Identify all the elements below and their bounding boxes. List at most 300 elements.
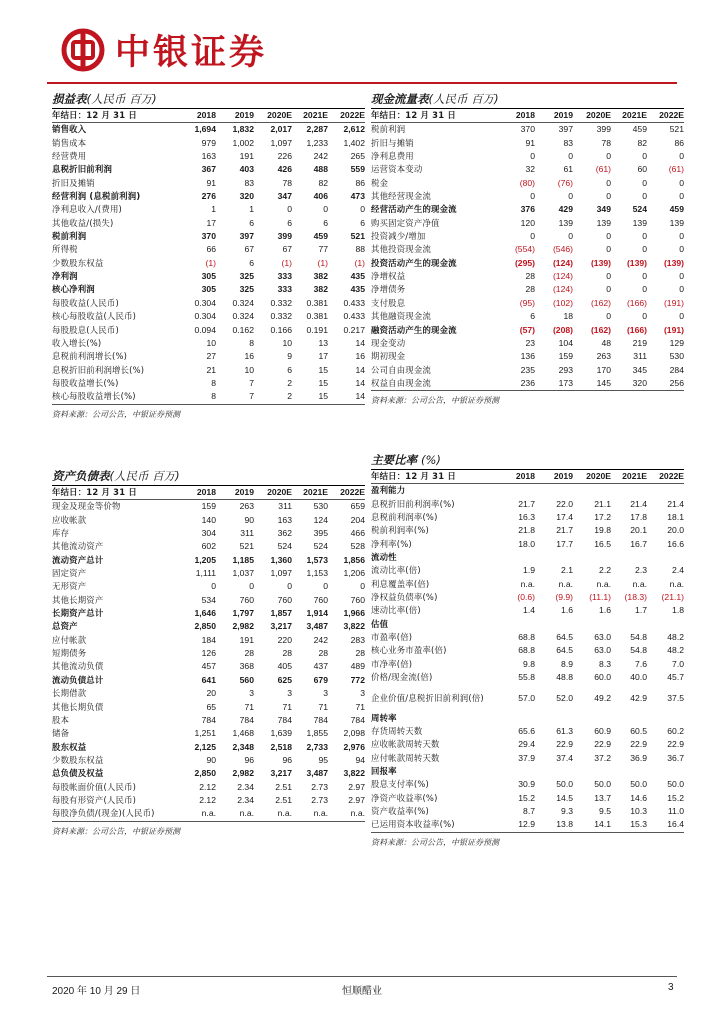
table-cell: 399 <box>596 124 611 135</box>
table-cell: 0.332 <box>270 311 292 322</box>
row-label: 股本 <box>52 714 70 725</box>
table-cell: 1,111 <box>195 568 216 579</box>
row-label: 税前利润 <box>52 231 87 242</box>
table-cell: 48.2 <box>667 645 684 656</box>
table-cell: 559 <box>350 164 365 175</box>
table-cell: 0 <box>642 271 647 282</box>
table-cell <box>503 712 535 725</box>
row-label: 息税折旧前利润率(%) <box>371 498 455 509</box>
table-cell: 1,857 <box>270 608 292 619</box>
table-cell: 0 <box>642 191 647 202</box>
table-row <box>52 580 365 593</box>
table-cell: 2,850 <box>194 621 216 632</box>
table-cell <box>611 618 647 631</box>
table-cell: 2 <box>254 390 292 404</box>
table-cell: 1.8 <box>672 605 684 616</box>
table-cell: 1,832 <box>232 124 254 135</box>
table-cell: 524 <box>632 204 647 215</box>
table-cell: n.a. <box>558 578 573 589</box>
table-cell: 0.217 <box>343 324 365 335</box>
table-cell: 0 <box>606 271 611 282</box>
table-row <box>371 310 684 323</box>
table-cell: 0 <box>287 204 292 215</box>
row-label: 核心每股收益增长(%) <box>52 390 184 404</box>
row-label: 股东权益 <box>52 741 87 752</box>
table-cell: 376 <box>520 204 535 215</box>
table-row <box>371 618 684 631</box>
table-cell: 0 <box>642 231 647 242</box>
table-cell <box>503 551 535 564</box>
table-row <box>52 714 365 727</box>
row-label: 少数股东权益 <box>52 754 104 765</box>
table-cell: 1 <box>211 204 216 215</box>
row-label: 无形资产 <box>52 581 87 592</box>
table-cell: (295) <box>514 257 535 268</box>
table-cell: 120 <box>520 217 535 228</box>
table-row <box>52 527 365 540</box>
row-label: 速动比率(倍) <box>371 605 421 616</box>
table-cell: 163 <box>277 514 292 525</box>
table-cell: 16 <box>355 351 365 362</box>
table-cell: 28 <box>525 284 535 295</box>
table-cell: 1,233 <box>306 137 328 148</box>
table-cell: 2.51 <box>275 781 292 792</box>
table-cell: 18.1 <box>667 512 684 523</box>
table-cell: 333 <box>277 271 292 282</box>
table-cell: 1,002 <box>232 137 254 148</box>
table-cell: 42.9 <box>630 692 647 703</box>
table-cell: 21.4 <box>630 498 647 509</box>
row-label: 现金及现金等价物 <box>52 501 121 512</box>
table-cell <box>611 712 647 725</box>
table-cell: 489 <box>350 661 365 672</box>
row-label: 利息覆盖率(倍) <box>371 578 430 589</box>
table-cell: 2.34 <box>237 781 254 792</box>
table-cell: 382 <box>313 271 328 282</box>
table-cell: 320 <box>239 191 254 202</box>
table-cell <box>573 712 611 725</box>
table-cell: 1,360 <box>270 554 292 565</box>
table-cell: 88 <box>355 244 365 255</box>
row-label: 收入增长(%) <box>52 337 102 348</box>
table-cell: 50.0 <box>630 779 647 790</box>
table-cell: (61) <box>595 164 611 175</box>
table-row <box>52 177 365 190</box>
ratios-grid <box>371 470 684 833</box>
table-cell: 265 <box>350 151 365 162</box>
table-cell: 48.8 <box>556 672 573 683</box>
row-label: 折旧与摊销 <box>371 137 414 148</box>
table-cell: 1,468 <box>232 728 254 739</box>
column-header-year: 2020E <box>254 486 292 500</box>
table-cell: (11.1) <box>589 592 611 603</box>
table-row <box>52 203 365 216</box>
row-label: 投资活动产生的现金流 <box>371 257 457 268</box>
table-cell: 0 <box>606 231 611 242</box>
table-cell: (166) <box>626 297 647 308</box>
table-cell: 0 <box>606 311 611 322</box>
column-header-label: 年结日：12 月 31 日 <box>52 486 184 500</box>
table-row <box>371 511 684 524</box>
table-cell: 370 <box>201 231 216 242</box>
table-cell: 3,217 <box>270 621 292 632</box>
table-cell: 91 <box>525 137 535 148</box>
table-cell: 0 <box>679 231 684 242</box>
table-cell: 305 <box>201 271 216 282</box>
table-cell: 293 <box>558 364 573 375</box>
row-label: 应收帐款周转天数 <box>371 739 440 750</box>
row-label: 税前利润 <box>371 124 406 135</box>
table-cell: (1) <box>281 257 292 268</box>
table-cell: 362 <box>277 528 292 539</box>
table-cell: 2,348 <box>232 741 254 752</box>
table-row <box>52 674 365 687</box>
table-cell: 256 <box>647 377 684 391</box>
row-label: 每股股息(人民币) <box>52 324 119 335</box>
table-cell: 524 <box>277 541 292 552</box>
table-cell: 0 <box>679 191 684 202</box>
table-cell <box>535 712 573 725</box>
table-cell: (124) <box>552 271 573 282</box>
table-cell: 397 <box>558 124 573 135</box>
table-cell: 16 <box>244 351 254 362</box>
table-cell: 37.9 <box>518 752 535 763</box>
table-cell: 22.9 <box>556 739 573 750</box>
table-cell: 71 <box>282 701 292 712</box>
table-cell: 55.8 <box>518 672 535 683</box>
table-cell: 60 <box>637 164 647 175</box>
table-cell: 2,287 <box>306 124 328 135</box>
table-row <box>52 163 365 176</box>
table-cell: 14 <box>355 337 365 348</box>
table-row <box>52 594 365 607</box>
table-cell: 370 <box>520 124 535 135</box>
table-cell: 488 <box>313 164 328 175</box>
row-label: 每股净负债/(现金)(人民币) <box>52 807 184 821</box>
row-label: 其他流动资产 <box>52 541 104 552</box>
table-row <box>371 538 684 551</box>
table-cell <box>503 618 535 631</box>
table-row <box>52 701 365 714</box>
table-cell: 0.381 <box>306 311 328 322</box>
table-row <box>52 781 365 794</box>
row-label: 公司自由现金流 <box>371 364 432 375</box>
table-cell: 6 <box>249 217 254 228</box>
row-label: 其他流动负债 <box>52 661 104 672</box>
table-cell: 1,966 <box>343 608 365 619</box>
table-cell: 96 <box>282 754 292 765</box>
table-cell: 139 <box>669 217 684 228</box>
table-cell: 784 <box>239 714 254 725</box>
row-label: 资产收益率(%) <box>371 805 429 816</box>
table-row <box>371 150 684 163</box>
table-cell: 66 <box>206 244 216 255</box>
table-cell: 28 <box>318 648 328 659</box>
table-cell: 60.5 <box>630 725 647 736</box>
table-cell: 524 <box>313 541 328 552</box>
row-label: 息税折旧前利润 <box>52 164 113 175</box>
row-label: 权益自由现金流 <box>371 377 503 391</box>
table-cell: 86 <box>674 137 684 148</box>
table-cell: 94 <box>355 754 365 765</box>
table-cell: 50.0 <box>594 779 611 790</box>
table-cell: 1.6 <box>561 605 573 616</box>
table-cell: 61 <box>563 164 573 175</box>
table-cell: 13 <box>318 337 328 348</box>
table-cell: 63.0 <box>594 632 611 643</box>
table-cell: 395 <box>313 528 328 539</box>
table-cell: (21.1) <box>661 592 684 603</box>
table-row <box>52 607 365 620</box>
table-cell: 659 <box>350 501 365 512</box>
row-label: 销售成本 <box>52 137 87 148</box>
table-cell: 67 <box>282 244 292 255</box>
table-cell: 14.5 <box>556 792 573 803</box>
table-cell: 96 <box>244 754 254 765</box>
row-label: 其他投资现金流 <box>371 244 432 255</box>
row-label: 每股收益(人民币) <box>52 297 119 308</box>
row-label: 购买固定资产净值 <box>371 217 440 228</box>
table-cell: 68.8 <box>518 645 535 656</box>
row-label: 核心每股收益(人民币) <box>52 311 137 322</box>
table-cell: 60.9 <box>594 725 611 736</box>
table-cell: 64.5 <box>556 645 573 656</box>
table-cell: 0.381 <box>306 297 328 308</box>
table-cell: 333 <box>277 284 292 295</box>
table-cell: 2,017 <box>270 124 292 135</box>
table-cell: 2.12 <box>199 794 216 805</box>
table-cell: 426 <box>277 164 292 175</box>
row-label: 价格/现金流(倍) <box>371 672 433 683</box>
table-row <box>52 324 365 337</box>
row-label: 长期资产总计 <box>52 608 104 619</box>
table-row <box>52 647 365 660</box>
table-cell: 36.9 <box>630 752 647 763</box>
table-row <box>371 778 684 791</box>
table-row <box>371 725 684 738</box>
table-cell: 0.324 <box>232 297 254 308</box>
table-cell: 14.1 <box>573 818 611 832</box>
table-cell: 163 <box>201 151 216 162</box>
table-row <box>371 350 684 363</box>
income-statement-table <box>52 89 365 420</box>
table-cell: 20 <box>206 688 216 699</box>
table-row <box>52 660 365 673</box>
table-cell: 0 <box>360 204 365 215</box>
table-row <box>52 634 365 647</box>
table-cell: 61.3 <box>556 725 573 736</box>
table-cell <box>535 618 573 631</box>
table-cell: 2,976 <box>343 741 365 752</box>
row-label: 每股帐面价值(人民币) <box>52 781 137 792</box>
table-row <box>52 270 365 283</box>
table-cell: 283 <box>350 634 365 645</box>
table-cell: 320 <box>611 377 647 391</box>
table-cell: 20.1 <box>630 525 647 536</box>
column-header-year: 2022E <box>647 470 684 484</box>
table-cell: 284 <box>669 364 684 375</box>
table-cell: 325 <box>239 284 254 295</box>
table-cell: 65 <box>206 701 216 712</box>
row-label: 投资减少/增加 <box>371 231 426 242</box>
table-cell: 36.7 <box>667 752 684 763</box>
table-row <box>371 257 684 270</box>
table-header-row <box>52 109 365 123</box>
balance-source: 资料来源：公司公告，中银证券预测 <box>52 826 180 836</box>
table-cell: 17 <box>318 351 328 362</box>
table-cell: 71 <box>318 701 328 712</box>
table-cell: (1) <box>354 257 365 268</box>
table-cell: 28 <box>282 648 292 659</box>
table-cell: 48.2 <box>667 632 684 643</box>
table-cell: 2,733 <box>306 741 328 752</box>
table-cell: 9 <box>287 351 292 362</box>
table-cell: (124) <box>552 284 573 295</box>
table-cell: 325 <box>239 271 254 282</box>
table-cell: 14 <box>328 390 365 404</box>
table-cell: 21 <box>206 364 216 375</box>
table-cell: 679 <box>313 674 328 685</box>
table-cell: (139) <box>590 257 611 268</box>
table-cell: 1.7 <box>635 605 647 616</box>
table-cell: 528 <box>350 541 365 552</box>
table-cell: 15.3 <box>611 818 647 832</box>
table-cell: (61) <box>668 164 684 175</box>
table-cell: 11.0 <box>667 805 684 816</box>
table-cell: 15 <box>318 364 328 375</box>
table-row <box>371 177 684 190</box>
table-cell: 3,822 <box>343 621 365 632</box>
table-cell: n.a. <box>292 807 328 821</box>
table-cell: 32 <box>525 164 535 175</box>
table-cell: 10 <box>206 337 216 348</box>
table-cell: 2,125 <box>194 741 216 752</box>
table-row <box>371 337 684 350</box>
table-cell: 0 <box>606 151 611 162</box>
table-cell: 0 <box>323 581 328 592</box>
table-cell: 8.7 <box>523 805 535 816</box>
table-row <box>371 644 684 657</box>
table-row <box>371 190 684 203</box>
table-row <box>52 190 365 203</box>
table-cell: 760 <box>313 594 328 605</box>
table-cell: 235 <box>520 364 535 375</box>
table-cell: 473 <box>350 191 365 202</box>
row-label: 流动负债总计 <box>52 674 104 685</box>
table-cell <box>573 551 611 564</box>
table-row <box>52 620 365 633</box>
table-cell: 8 <box>249 337 254 348</box>
table-cell: 17 <box>206 217 216 228</box>
table-row <box>52 727 365 740</box>
income-source: 资料来源：公司公告，中银证券预测 <box>52 409 180 419</box>
table-cell: 760 <box>239 594 254 605</box>
table-cell: (102) <box>552 297 573 308</box>
table-cell: 406 <box>313 191 328 202</box>
table-cell: 2 <box>287 377 292 388</box>
table-cell: 83 <box>244 177 254 188</box>
row-label: 核心净利润 <box>52 284 95 295</box>
table-cell: 1.9 <box>523 565 535 576</box>
table-cell: 23 <box>525 337 535 348</box>
row-label: 少数股东权益 <box>52 257 104 268</box>
table-cell: 0 <box>642 151 647 162</box>
table-cell: (76) <box>557 177 573 188</box>
row-label: 其他长期资产 <box>52 594 104 605</box>
table-cell: 104 <box>558 337 573 348</box>
table-cell: (1) <box>205 257 216 268</box>
table-cell: (166) <box>626 324 647 335</box>
table-cell: 13.7 <box>594 792 611 803</box>
table-cell: 459 <box>669 204 684 215</box>
table-cell <box>647 765 684 778</box>
column-header-year: 2019 <box>535 109 573 123</box>
table-cell: 37.2 <box>594 752 611 763</box>
table-cell: 0 <box>642 177 647 188</box>
table-cell: 2.97 <box>348 794 365 805</box>
table-row <box>371 752 684 765</box>
table-cell: 173 <box>535 377 573 391</box>
table-row <box>371 712 684 725</box>
brand-name: 中银证券 <box>115 32 268 73</box>
row-label: 运营资本变动 <box>371 164 423 175</box>
column-header-year: 2021E <box>611 470 647 484</box>
table-row <box>371 818 684 832</box>
table-cell: 17.7 <box>556 538 573 549</box>
cash-flow-table <box>371 89 684 406</box>
cashflow-source: 资料来源：公司公告，中银证券预测 <box>371 396 499 406</box>
table-cell: 304 <box>201 528 216 539</box>
row-label: 短期债务 <box>52 648 87 659</box>
table-cell: (95) <box>519 297 535 308</box>
row-label: 库存 <box>52 528 70 539</box>
table-row <box>52 364 365 377</box>
table-cell: 27 <box>206 351 216 362</box>
table-row <box>52 350 365 363</box>
table-cell: 67 <box>244 244 254 255</box>
table-cell: 347 <box>277 191 292 202</box>
table-cell: 2.1 <box>561 565 573 576</box>
table-row <box>371 217 684 230</box>
row-label: 周转率 <box>371 712 397 723</box>
row-label: 净权益负债率(%) <box>371 592 438 603</box>
table-cell: 50.0 <box>556 779 573 790</box>
row-label: 其他长期负债 <box>52 701 104 712</box>
table-cell: 8 <box>184 390 216 404</box>
table-cell: 78 <box>282 177 292 188</box>
row-label: 净利润 <box>52 271 78 282</box>
table-header-row <box>52 486 365 500</box>
table-cell: 3,217 <box>270 768 292 779</box>
table-cell: 2.34 <box>237 794 254 805</box>
table-cell: 0 <box>642 284 647 295</box>
table-row <box>52 310 365 323</box>
row-label: 其他经营现金流 <box>371 191 432 202</box>
table-cell: (191) <box>663 324 684 335</box>
table-cell: 534 <box>201 594 216 605</box>
table-row <box>371 805 684 818</box>
table-cell: 15.2 <box>518 792 535 803</box>
bottom-divider <box>47 976 677 977</box>
table-cell: 602 <box>201 541 216 552</box>
table-row <box>52 377 365 390</box>
table-cell: 159 <box>558 351 573 362</box>
table-cell: 30.9 <box>518 779 535 790</box>
table-row <box>371 604 684 617</box>
table-row <box>371 738 684 751</box>
table-cell: 57.0 <box>518 692 535 703</box>
table-cell <box>647 484 684 498</box>
